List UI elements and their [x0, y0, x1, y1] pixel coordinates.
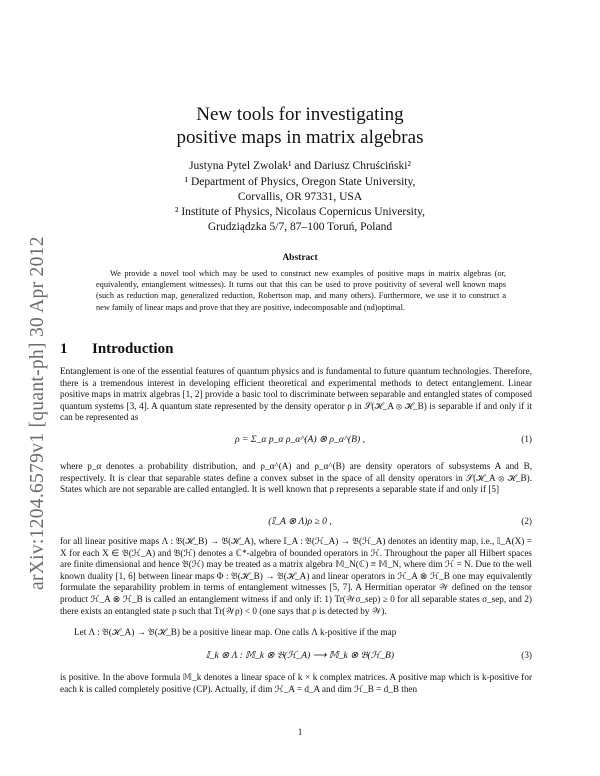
paragraph-2: where p_α denotes a probability distribution, and ρ_α^(A) and ρ_α^(B) are density operators of subsystems A and B, respectively. It is clear that separable states define a convex subset in the space of all density operators in 𝒮(ℋ_A ⊗ ℋ_B). States which are not separable are called entangled. It is well known that ρ represents a separable state if and only if [5]	[60, 461, 532, 495]
page-number: 1	[297, 727, 303, 737]
arxiv-identifier: arXiv:1204.6579v1 [quant-ph] 30 Apr 2012	[27, 236, 48, 590]
abstract-heading: Abstract	[282, 253, 318, 263]
authors: Justyna Pytel Zwolak¹ and Dariusz Chruściński²	[189, 160, 411, 172]
paragraph-3: for all linear positive maps Λ : 𝔅(ℋ_B) → 𝔅(ℋ_A), where 𝕀_A : 𝔅(ℋ_A) → 𝔅(ℋ_A) denotes an identity map, i.e., 𝕀_A(X) = X for each X ∈ 𝔅(ℋ_A) and 𝔅(ℋ) denotes a ℂ*-algebra of bounded operators in ℋ. Throughout the paper all Hilbert spaces are finite dimensional and hence 𝔅(ℋ) may be treated as a matrix algebra 𝕄_N(ℂ) ≡ 𝕄_N, where dim ℋ = N. Due to the well known duality [1, 6] between linear maps Φ : 𝔅(ℋ_B) → 𝔅(ℋ_A) and linear operators in ℋ_A ⊗ ℋ_B one may equivalently formulate the separability problem in terms of entanglement witnesses [5, 7]. A Hermitian operator 𝒲 defined on the tensor product ℋ_A ⊗ ℋ_B is called an entanglement witness if and only if: 1) Tr(𝒲σ_sep) ≥ 0 for all separable states σ_sep, and 2) there exists an entangled state ρ such that Tr(𝒲ρ) < 0 (one says that ρ is detected by 𝒲).	[60, 536, 532, 616]
equation-1: ρ = Σ_α p_α ρ_α^(A) ⊗ ρ_α^(B) ,	[235, 434, 365, 445]
section-title: Introduction	[92, 341, 174, 357]
affiliation-2-line-2: Grudziądzka 5/7, 87–100 Toruń, Poland	[207, 221, 393, 233]
equation-2: (𝕀_A ⊗ Λ)ρ ≥ 0 ,	[268, 516, 332, 527]
paragraph-1: Entanglement is one of the essential features of quantum physics and is fundamental to future quantum technologies. Therefore, there is a tremendous interest in developing efficient theoretical and experimental methods to detect entanglement. Linear positive maps in matrix algebras [1, 2] provide a basic tool to discriminate between separable and entangled states of composed quantum systems [3, 4]. A quantum state represented by the density operator ρ in 𝒮(ℋ_A ⊗ ℋ_B) is separable if and only if it can be represented as	[60, 366, 532, 423]
equation-3: 𝕀_k ⊗ Λ : 𝕄_k ⊗ 𝔅(ℋ_A) ⟶ 𝕄_k ⊗ 𝔅(ℋ_B)	[205, 650, 395, 661]
affiliation-1-line-2: Corvallis, OR 97331, USA	[237, 191, 363, 203]
paper-title-line-1: New tools for investigating	[196, 104, 404, 125]
paper-title-line-2: positive maps in matrix algebras	[176, 127, 424, 148]
section-heading	[60, 341, 173, 358]
paragraph-4: Let Λ : 𝔅(ℋ_A) → 𝔅(ℋ_B) be a positive linear map. One calls Λ k-positive if the map	[74, 627, 397, 637]
affiliation-1-line-1: ¹ Department of Physics, Oregon State University,	[184, 176, 416, 188]
equation-1-number: (1)	[521, 434, 532, 444]
abstract-text: We provide a novel tool which may be used to construct new examples of positive maps in matrix algebras (or, equivalently, entanglement witnesses). It turns out that this can be used to prove positivity of several well known maps (such as reduction map, generalized reduction, Robertson map, and many others). Furthermore, we use it to construct a new family of linear maps and prove that they are positive, indecomposable and (nd)optimal.	[96, 269, 506, 312]
affiliation-2-line-1: ² Institute of Physics, Nicolaus Copernicus University,	[175, 206, 425, 218]
paragraph-5: is positive. In the above formula 𝕄_k denotes a linear space of k × k complex matrices. A positive map which is k-positive for each k is called completely positive (CP). Actually, if dim ℋ_A = d_A and dim ℋ_B = d_B then	[60, 672, 532, 694]
section-number: 1	[60, 341, 68, 357]
equation-3-number: (3)	[521, 650, 532, 660]
equation-2-number: (2)	[521, 516, 532, 526]
